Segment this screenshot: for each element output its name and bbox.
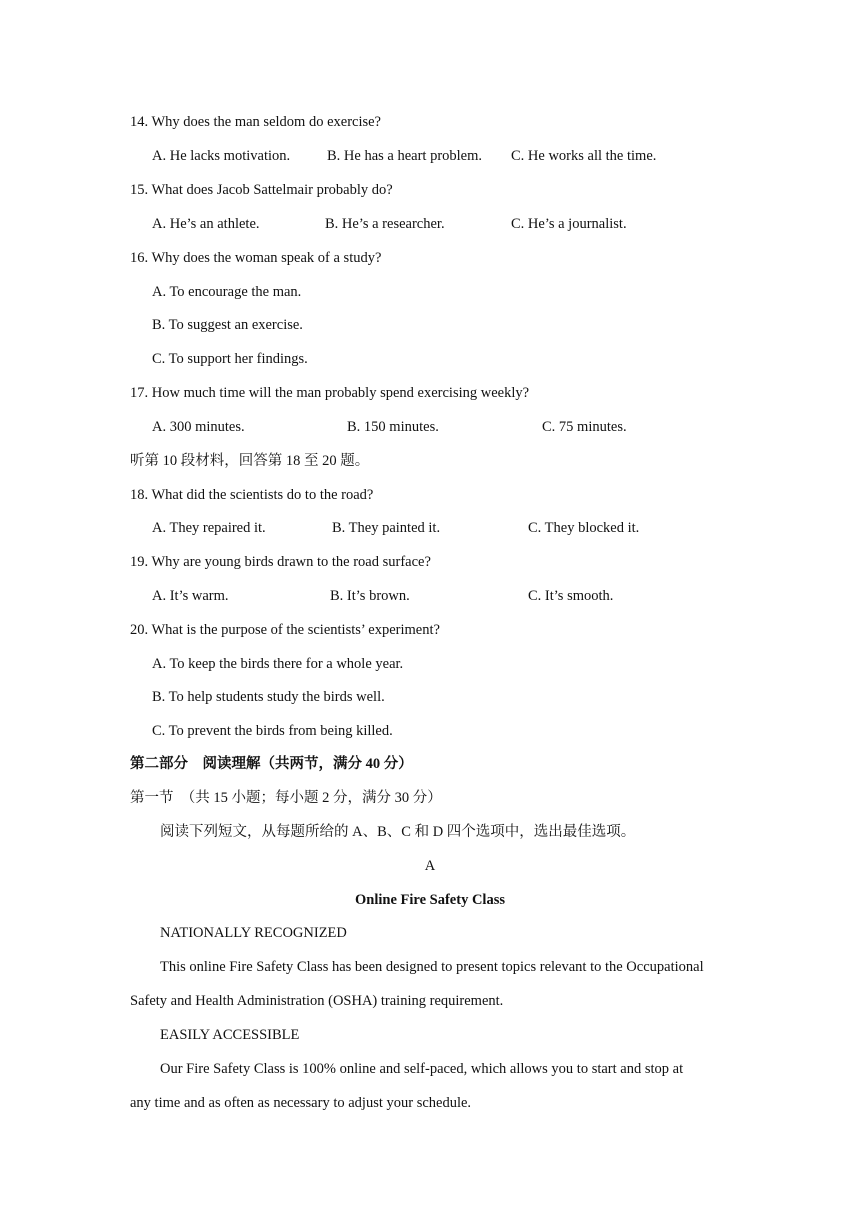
q16-option-c: C. To support her findings. bbox=[152, 351, 308, 367]
q16-option-b: B. To suggest an exercise. bbox=[152, 317, 303, 333]
passage-paragraph-2-line-1: Our Fire Safety Class is 100% online and self-paced, which allows you to start and stop at bbox=[160, 1061, 684, 1077]
question-18: 18. What did the scientists do to the road? bbox=[130, 487, 374, 503]
q17-option-c: C. 75 minutes. bbox=[542, 419, 627, 435]
q18-option-a: A. They repaired it. bbox=[152, 520, 266, 536]
q19-option-b: B. It’s brown. bbox=[330, 588, 410, 604]
q18-option-c: C. They blocked it. bbox=[528, 520, 640, 536]
q20-option-c: C. To prevent the birds from being killed. bbox=[152, 723, 393, 739]
q14-option-a: A. He lacks motivation. bbox=[152, 148, 291, 164]
section-10-instruction: 听第 10 段材料，回答第 18 至 20 题。 bbox=[130, 453, 370, 469]
q15-option-c: C. He’s a journalist. bbox=[511, 216, 627, 232]
q20-option-a: A. To keep the birds there for a whole year. bbox=[152, 656, 404, 672]
passage-title: Online Fire Safety Class bbox=[355, 892, 505, 908]
passage-paragraph-2-line-2: any time and as often as necessary to adjust your schedule. bbox=[130, 1095, 472, 1111]
q15-option-b: B. He’s a researcher. bbox=[325, 216, 445, 232]
q19-option-c: C. It’s smooth. bbox=[528, 588, 614, 604]
reading-instruction: 阅读下列短文，从每题所给的 A、B、C 和 D 四个选项中，选出最佳选项。 bbox=[160, 824, 636, 840]
q19-option-a: A. It’s warm. bbox=[152, 588, 229, 604]
section-1-heading: 第一节 （共 15 小题；每小题 2 分，满分 30 分） bbox=[130, 790, 442, 806]
question-14: 14. Why does the man seldom do exercise? bbox=[130, 114, 381, 130]
q15-option-a: A. He’s an athlete. bbox=[152, 216, 260, 232]
q17-option-b: B. 150 minutes. bbox=[347, 419, 439, 435]
passage-heading-easily-accessible: EASILY ACCESSIBLE bbox=[160, 1027, 300, 1043]
q20-option-b: B. To help students study the birds well. bbox=[152, 689, 385, 705]
q14-option-b: B. He has a heart problem. bbox=[327, 148, 483, 164]
question-17: 17. How much time will the man probably spend exercising weekly? bbox=[130, 385, 530, 401]
question-15: 15. What does Jacob Sattelmair probably do? bbox=[130, 182, 393, 198]
q14-option-c: C. He works all the time. bbox=[511, 148, 657, 164]
q18-option-b: B. They painted it. bbox=[332, 520, 441, 536]
question-20: 20. What is the purpose of the scientists’ experiment? bbox=[130, 622, 440, 638]
q16-option-a: A. To encourage the man. bbox=[152, 284, 302, 300]
passage-letter: A bbox=[424, 858, 436, 874]
question-16: 16. Why does the woman speak of a study? bbox=[130, 250, 382, 266]
question-19: 19. Why are young birds drawn to the road surface? bbox=[130, 554, 431, 570]
passage-heading-nationally-recognized: NATIONALLY RECOGNIZED bbox=[160, 925, 347, 941]
passage-paragraph-1-line-2: Safety and Health Administration (OSHA) training requirement. bbox=[130, 993, 504, 1009]
passage-paragraph-1-line-1: This online Fire Safety Class has been designed to present topics relevant to the Occupational bbox=[160, 959, 704, 975]
part-2-heading: 第二部分 阅读理解（共两节，满分 40 分） bbox=[130, 756, 413, 772]
q17-option-a: A. 300 minutes. bbox=[152, 419, 245, 435]
